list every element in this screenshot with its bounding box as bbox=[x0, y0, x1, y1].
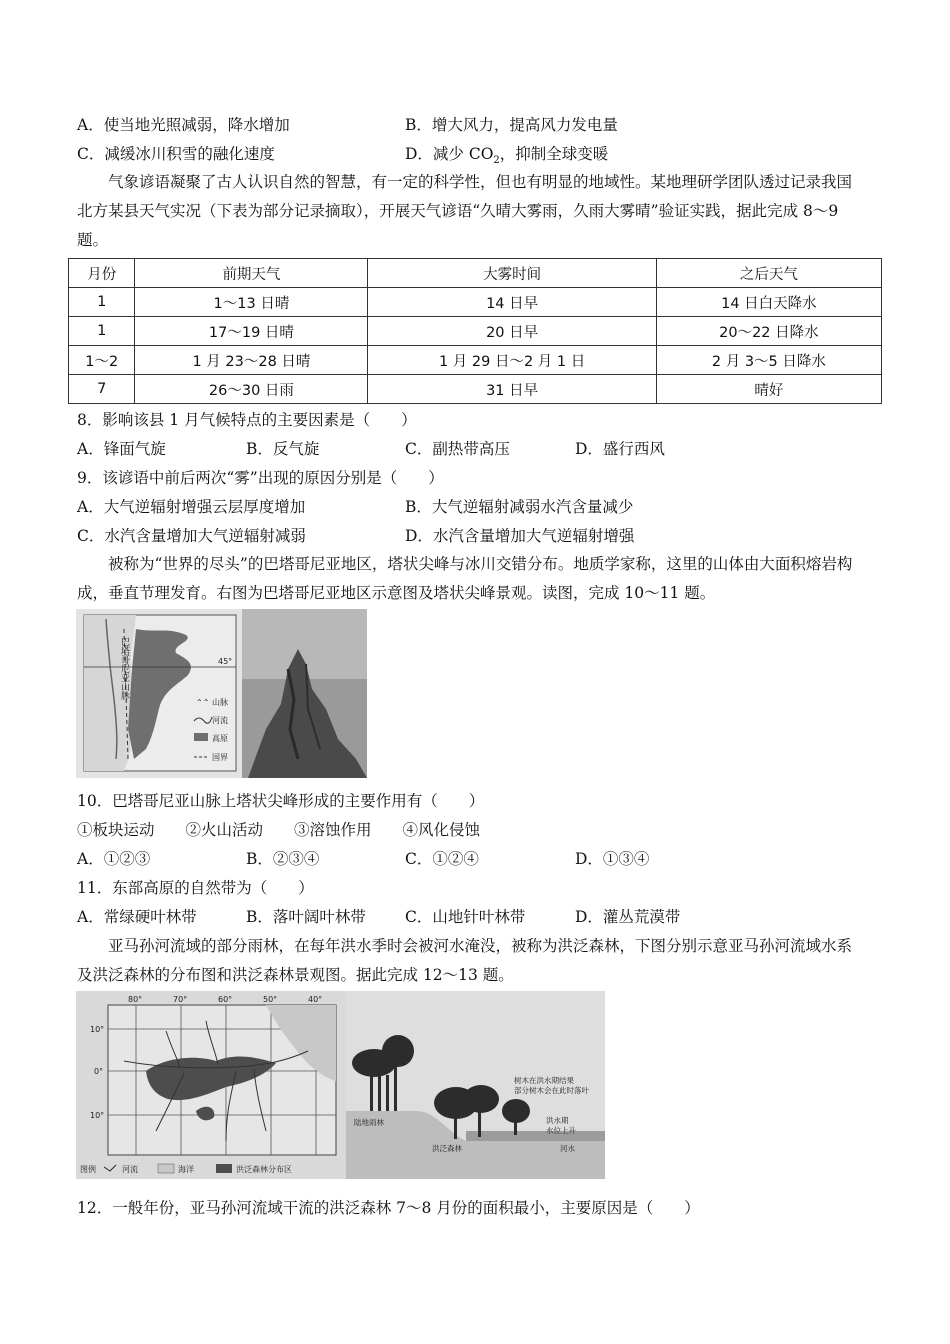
q11-option-b: B．落叶阔叶林带 bbox=[246, 908, 366, 926]
patagonia-figure bbox=[76, 609, 367, 778]
legend-flood-forest: 洪泛森林分布区 bbox=[236, 1165, 292, 1174]
lon-label: 60° bbox=[218, 995, 233, 1004]
flood-forest-legend-swatch bbox=[216, 1164, 232, 1173]
q10-option-d: D．①③④ bbox=[575, 850, 650, 868]
q11-option-d: D．灌丛荒漠带 bbox=[575, 908, 681, 926]
scene-label-leaf-drop: 部分树木会在此时落叶 bbox=[514, 1086, 589, 1095]
legend-ocean: 海洋 bbox=[178, 1165, 194, 1174]
q7-option-d: D．减少 $CO_2$，抑制全球变暖 bbox=[405, 145, 609, 167]
q7-option-row-1 bbox=[77, 114, 618, 136]
q7-option-c: C．减缓冰川积雪的融化速度 bbox=[77, 145, 275, 163]
q10-option-a: A．①②③ bbox=[77, 850, 151, 868]
intro-8-9: 气象谚语凝聚了古人认识自然的智慧，有一定的科学性，但也有明显的地域性。某地理研学团队透过记录我国北方某县天气实况（下表为部分记录摘取），开展天气谚语“久晴大雾雨，久雨大雾晴”验证实践，据此完成 8～9 题。 bbox=[77, 173, 853, 249]
table-cell: 31 日早 bbox=[368, 375, 656, 404]
table-header: 前期天气 bbox=[135, 259, 368, 288]
table-header: 之后天气 bbox=[656, 259, 881, 288]
patagonia-map-svg bbox=[76, 609, 367, 778]
q10-option-b: B．②③④ bbox=[246, 850, 320, 868]
q9-option-a: A．大气逆辐射增强云层厚度增加 bbox=[77, 498, 306, 516]
weather-table bbox=[68, 258, 882, 404]
table-row bbox=[69, 317, 882, 346]
q8-option-c: C．副热带高压 bbox=[405, 440, 510, 458]
table-row bbox=[69, 346, 882, 375]
q12-stem: 12．一般年份，亚马孙河流域干流的洪泛森林 7～8 月份的面积最小，主要原因是（ ） bbox=[77, 1199, 700, 1217]
table-row bbox=[69, 288, 882, 317]
table-header-row bbox=[69, 259, 882, 288]
q9-options-row-1 bbox=[77, 496, 633, 518]
latitude-label: 45° bbox=[218, 657, 233, 666]
q10-stem: 10．巴塔哥尼亚山脉上塔状尖峰形成的主要作用有（ ） bbox=[77, 792, 485, 810]
legend-border: 国界 bbox=[212, 753, 228, 762]
table-cell: 2 月 3～5 日降水 bbox=[656, 346, 881, 375]
legend-title: 图例 bbox=[80, 1165, 96, 1174]
q9-stem: 9．该谚语中前后两次“雾”出现的原因分别是（ ） bbox=[77, 469, 444, 487]
table-cell: 1～2 bbox=[69, 346, 135, 375]
q7-option-b: B．增大风力，提高风力发电量 bbox=[405, 116, 618, 134]
table-cell: 7 bbox=[69, 375, 135, 404]
q9-option-b: B．大气逆辐射减弱水汽含量减少 bbox=[405, 498, 634, 516]
ocean-legend-swatch bbox=[158, 1164, 174, 1173]
table-cell: 1 bbox=[69, 317, 135, 346]
q10-options bbox=[77, 848, 649, 870]
table-row bbox=[69, 375, 882, 404]
table-cell: 17～19 日晴 bbox=[135, 317, 368, 346]
q11-option-c: C．山地针叶林带 bbox=[405, 908, 526, 926]
q8-options bbox=[77, 438, 665, 460]
lon-label: 80° bbox=[128, 995, 143, 1004]
q9-options-row-2 bbox=[77, 525, 634, 547]
intro-12-13: 亚马孙河流域的部分雨林，在每年洪水季时会被河水淹没，被称为洪泛森林，下图分别示意亚马孙河流域水系及洪泛森林的分布图和洪泛森林景观图。据此完成 12～13 题。 bbox=[77, 937, 853, 984]
q11-option-a: A．常绿硬叶林带 bbox=[77, 908, 197, 926]
lon-label: 40° bbox=[308, 995, 323, 1004]
table-cell: 1～13 日晴 bbox=[135, 288, 368, 317]
q9-option-d: D．水汽含量增加大气逆辐射增强 bbox=[405, 527, 635, 545]
q8-stem: 8．影响该县 1 月气候特点的主要因素是（ ） bbox=[77, 411, 417, 429]
scene-label-flood-season: 洪水期 bbox=[546, 1116, 569, 1125]
map-range-label: 巴塔哥尼亚山脉 bbox=[119, 637, 129, 700]
intro-10-11: 被称为“世界的尽头”的巴塔哥尼亚地区，塔状尖峰与冰川交错分布。地质学家称，这里的山体由大面积熔岩构成，垂直节理发育。右图为巴塔哥尼亚地区示意图及塔状尖峰景观。读图，完成 10～11 题。 bbox=[77, 555, 853, 602]
scene-label-fruiting: 树木在洪水期结果 bbox=[514, 1076, 574, 1085]
legend-river: 河流 bbox=[122, 1165, 138, 1174]
scene-label-terra-firme: 陆地雨林 bbox=[354, 1118, 384, 1127]
table-cell: 1 月 29 日～2 月 1 日 bbox=[368, 346, 656, 375]
lon-label: 50° bbox=[263, 995, 278, 1004]
mountain-legend-icon: ⌃⌃ bbox=[196, 698, 210, 707]
table-header: 月份 bbox=[69, 259, 135, 288]
lat-label: 10° bbox=[90, 1111, 105, 1120]
lon-label: 70° bbox=[173, 995, 188, 1004]
q10-items: ①板块运动 ②火山活动 ③溶蚀作用 ④风化侵蚀 bbox=[77, 821, 481, 839]
scene-label-river-water: 河水 bbox=[560, 1144, 575, 1153]
table-header: 大雾时间 bbox=[368, 259, 656, 288]
table-cell: 1 bbox=[69, 288, 135, 317]
lat-label: 0° bbox=[94, 1067, 104, 1076]
q8-option-d: D．盛行西风 bbox=[575, 440, 665, 458]
scene-label-flood-forest: 洪泛森林 bbox=[432, 1144, 462, 1153]
legend-mountain: 山脉 bbox=[212, 698, 228, 707]
table-cell: 14 日早 bbox=[368, 288, 656, 317]
table-cell: 14 日白天降水 bbox=[656, 288, 881, 317]
q7-option-a: A．使当地光照减弱，降水增加 bbox=[77, 116, 290, 134]
q8-option-a: A．锋面气旋 bbox=[77, 440, 166, 458]
table-cell: 20 日早 bbox=[368, 317, 656, 346]
legend-plateau: 高原 bbox=[212, 734, 228, 743]
table-cell: 晴好 bbox=[656, 375, 881, 404]
scene-label-water-rise: 水位上升 bbox=[546, 1126, 576, 1135]
q11-stem: 11．东部高原的自然带为（ ） bbox=[77, 879, 314, 897]
table-cell: 26～30 日雨 bbox=[135, 375, 368, 404]
q11-options bbox=[77, 906, 680, 928]
q10-option-c: C．①②④ bbox=[405, 850, 479, 868]
legend-river: 河流 bbox=[212, 716, 228, 725]
plateau-legend-swatch bbox=[194, 733, 208, 741]
amazon-map-svg bbox=[76, 991, 605, 1179]
q8-option-b: B．反气旋 bbox=[246, 440, 320, 458]
amazon-figure bbox=[76, 991, 605, 1179]
lat-label: 10° bbox=[90, 1025, 105, 1034]
q9-option-c: C．水汽含量增加大气逆辐射减弱 bbox=[77, 527, 306, 545]
table-cell: 1 月 23～28 日晴 bbox=[135, 346, 368, 375]
table-cell: 20～22 日降水 bbox=[656, 317, 881, 346]
